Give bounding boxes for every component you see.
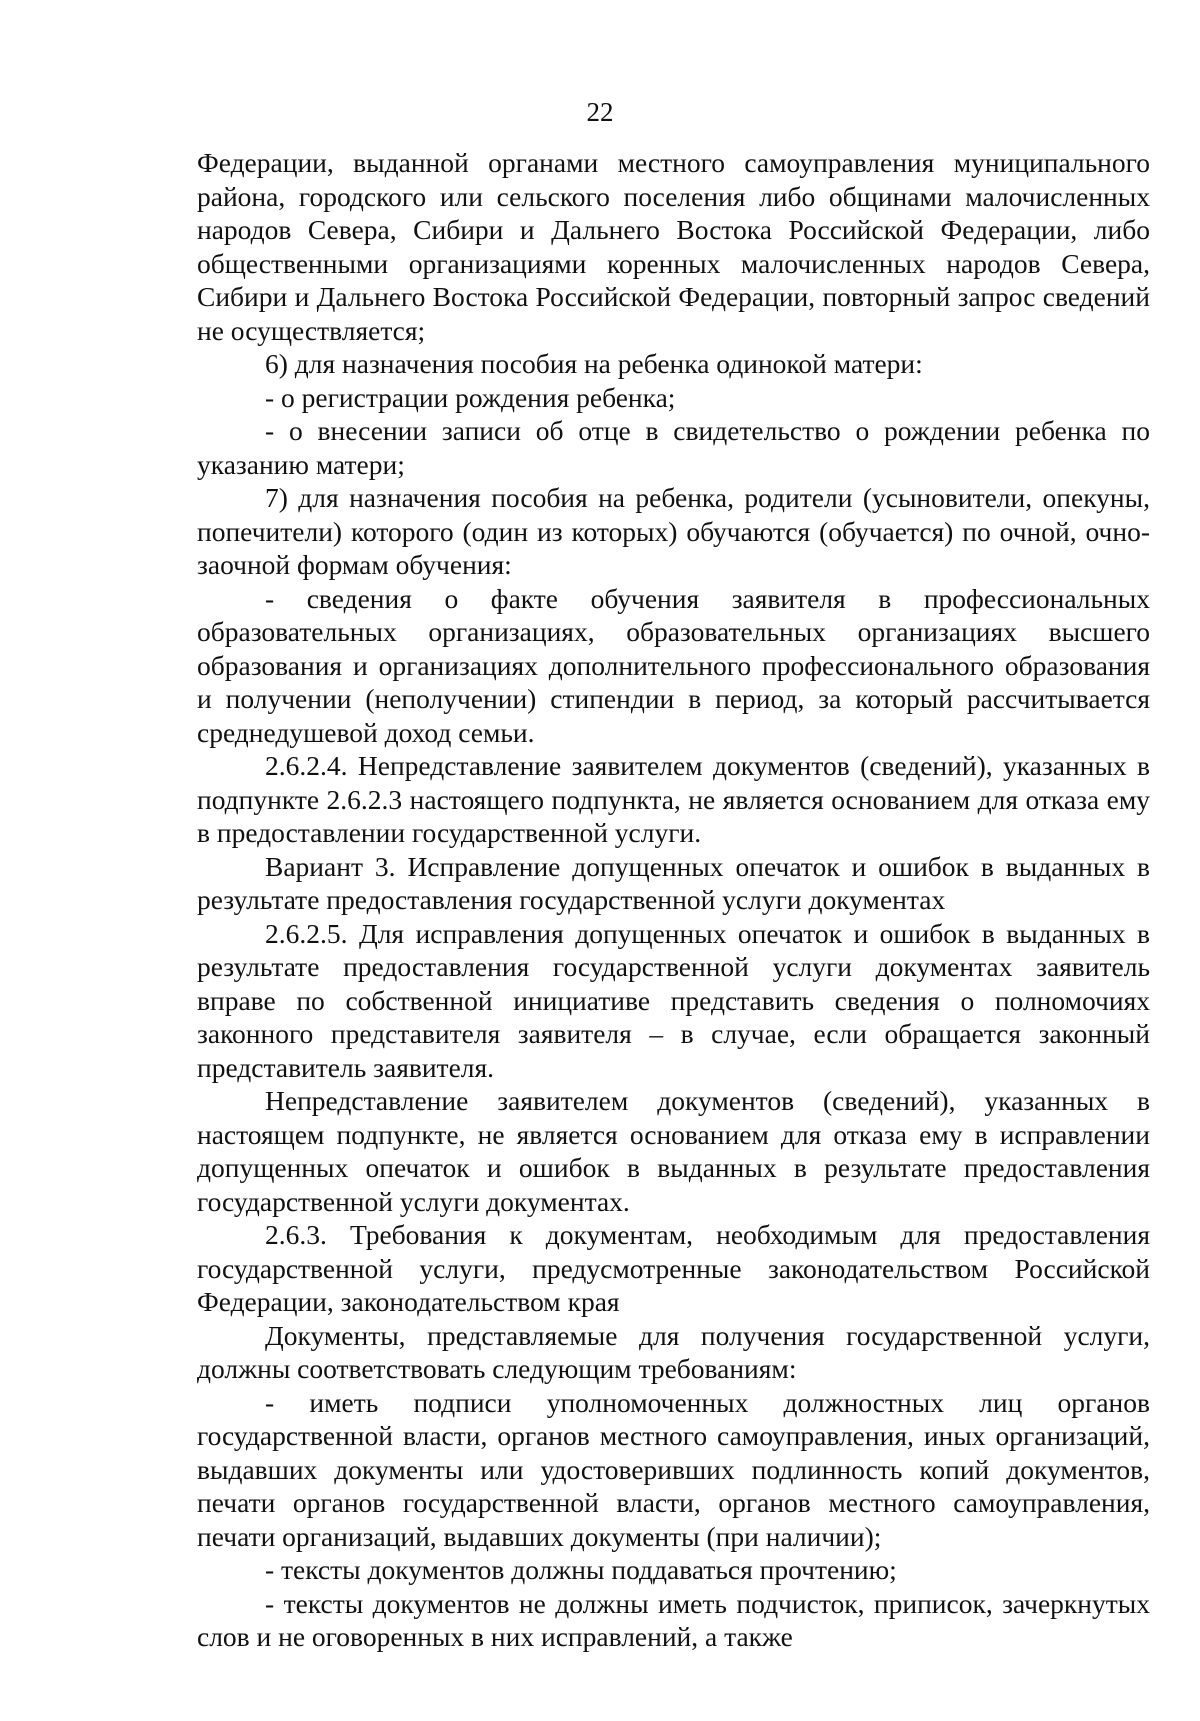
paragraph-4: - о внесении записи об отце в свидетельство о рождении ребенка по указанию матери; bbox=[197, 415, 1150, 480]
page-number: 22 bbox=[586, 97, 614, 127]
paragraph-10: Непредставление заявителем документов (сведений), указанных в настоящем подпункте, не является основанием для отказа ему в исправлении допущенных опечаток и ошибок в выданных в результате предоставления государственной услуги документах. bbox=[197, 1085, 1150, 1217]
paragraph-12: Документы, представляемые для получения государственной услуги, должны соответствовать следующим требованиям: bbox=[197, 1319, 1150, 1384]
paragraph-9: 2.6.2.5. Для исправления допущенных опечаток и ошибок в выданных в результате предоставления государственной услуги документах заявитель вправе по собственной инициативе представить сведения о полномочиях законного представителя заявителя – в случае, если обращается законный представитель заявителя. bbox=[197, 917, 1150, 1083]
document-body bbox=[197, 146, 1150, 1654]
paragraph-15: - тексты документов не должны иметь подчисток, приписок, зачеркнутых слов и не оговоренных в них исправлений, а также bbox=[197, 1587, 1150, 1652]
paragraph-7: 2.6.2.4. Непредставление заявителем документов (сведений), указанных в подпункте 2.6.2.3 настоящего подпункта, не является основанием для отказа ему в предоставлении государственной услуги. bbox=[197, 750, 1150, 848]
paragraph-1: Федерации, выданной органами местного самоуправления муниципального района, городского или сельского поселения либо общинами малочисленных народов Севера, Сибири и Дальнего Востока Российской Федерации, либо общественными организациями коренных малочисленных народов Севера, Сибири и Дальнего Востока Российской Федерации, повторный запрос сведений не осуществляется; bbox=[197, 147, 1150, 346]
paragraph-14: - тексты документов должны поддаваться прочтению; bbox=[265, 1554, 897, 1585]
paragraph-11: 2.6.3. Требования к документам, необходимым для предоставления государственной услуги, предусмотренные законодательством Российской Федерации, законодательством края bbox=[197, 1219, 1150, 1317]
paragraph-13: - иметь подписи уполномоченных должностных лиц органов государственной власти, органов местного самоуправления, иных организаций, выдавших документы или удостоверивших подлинность копий документов, печати органов государственной власти, органов местного самоуправления, печати организаций, выдавших документы (при наличии); bbox=[197, 1386, 1150, 1552]
paragraph-5: 7) для назначения пособия на ребенка, родители (усыновители, опекуны, попечители) которого (один из которых) обучаются (обучается) по очной, очно-заочной формам обучения: bbox=[197, 482, 1150, 580]
paragraph-6: - сведения о факте обучения заявителя в профессиональных образовательных организациях, образовательных организациях высшего образования и организациях дополнительного профессионального образования и получении (неполучении) стипендии в период, за который рассчитывается среднедушевой доход семьи. bbox=[197, 582, 1150, 748]
paragraph-2: 6) для назначения пособия на ребенка одинокой матери: bbox=[265, 348, 923, 379]
paragraph-8: Вариант 3. Исправление допущенных опечаток и ошибок в выданных в результате предоставления государственной услуги документах bbox=[197, 850, 1150, 915]
paragraph-3: - о регистрации рождения ребенка; bbox=[265, 381, 676, 413]
